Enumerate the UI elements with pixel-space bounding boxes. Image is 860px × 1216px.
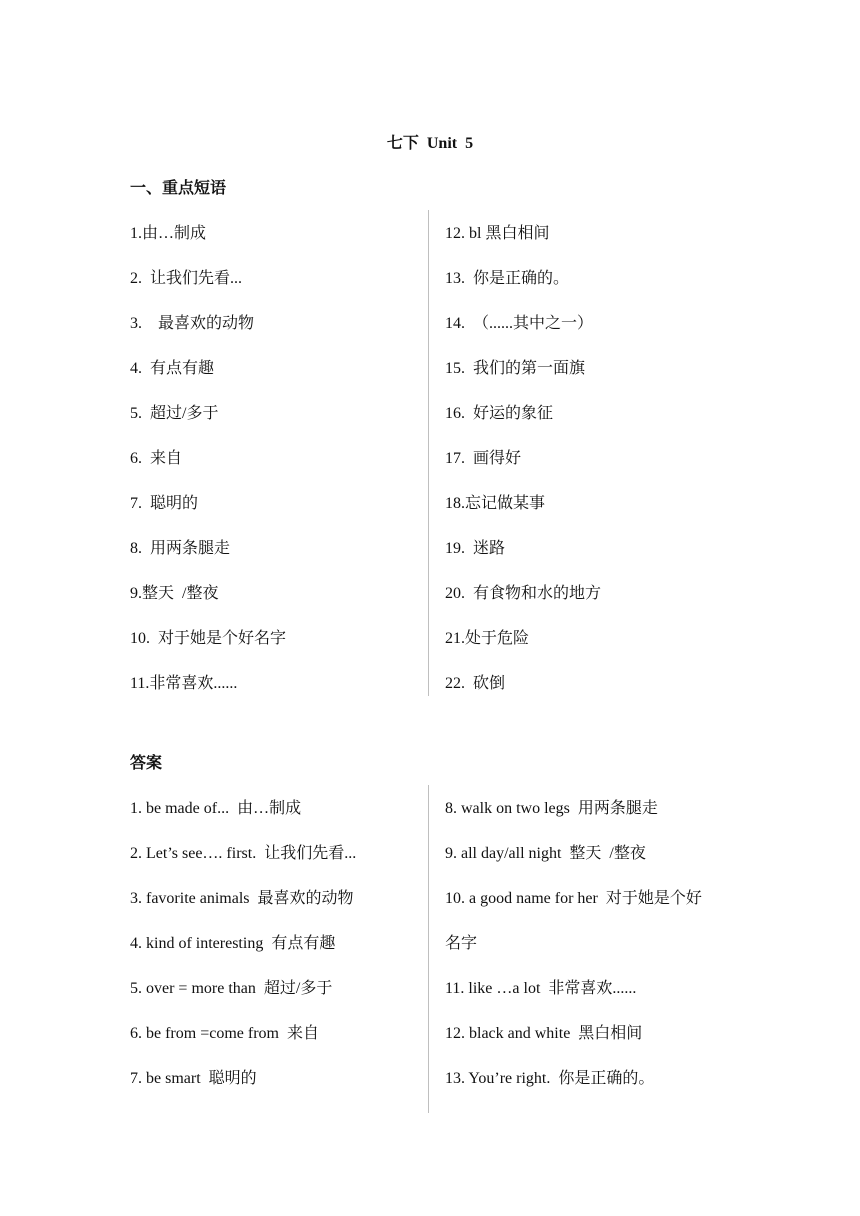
answers-left-column: [130, 785, 420, 1100]
list-item: 9.整天 /整夜: [130, 585, 219, 602]
list-item: 5. over = more than 超过/多于: [130, 980, 333, 997]
list-item: 3. 最喜欢的动物: [130, 315, 255, 332]
list-item: 13. 你是正确的。: [445, 270, 570, 287]
list-item: 名字: [445, 935, 478, 952]
list-item: 18.忘记做某事: [445, 495, 546, 512]
section-heading-answers: 答案: [130, 755, 163, 772]
list-item: 8. walk on two legs 用两条腿走: [445, 800, 658, 817]
answers-right-column: [445, 785, 745, 1100]
list-item: 7. 聪明的: [130, 495, 199, 512]
list-item: 1.由…制成: [130, 225, 207, 242]
list-item: 3. favorite animals 最喜欢的动物: [130, 890, 354, 907]
list-item: 5. 超过/多于: [130, 405, 219, 422]
list-item: 12. bl 黑白相间: [445, 225, 550, 242]
list-item: 21.处于危险: [445, 630, 530, 647]
page-title: 七下 Unit 5: [386, 135, 474, 152]
list-item: 7. be smart 聪明的: [130, 1070, 257, 1087]
list-item: 17. 画得好: [445, 450, 522, 467]
list-item: 16. 好运的象征: [445, 405, 554, 422]
list-item: 11. like …a lot 非常喜欢......: [445, 980, 637, 997]
answers-block: [130, 785, 750, 1115]
list-item: 2. 让我们先看...: [130, 270, 243, 287]
list-item: 4. 有点有趣: [130, 360, 215, 377]
list-item: 13. You’re right. 你是正确的。: [445, 1070, 655, 1087]
list-item: 8. 用两条腿走: [130, 540, 231, 557]
list-item: 11.非常喜欢......: [130, 675, 238, 692]
list-item: 14. （......其中之一）: [445, 315, 594, 332]
list-item: 6. be from =come from 来自: [130, 1025, 319, 1042]
list-item: 9. all day/all night 整天 /整夜: [445, 845, 646, 862]
key-phrases-right-column: [445, 210, 745, 705]
list-item: 4. kind of interesting 有点有趣: [130, 935, 336, 952]
column-divider: [428, 210, 429, 696]
list-item: 6. 来自: [130, 450, 183, 467]
key-phrases-block: [130, 210, 750, 700]
list-item: 12. black and white 黑白相间: [445, 1025, 643, 1042]
list-item: 22. 砍倒: [445, 675, 506, 692]
list-item: 20. 有食物和水的地方: [445, 585, 602, 602]
list-item: 10. 对于她是个好名字: [130, 630, 287, 647]
key-phrases-left-column: [130, 210, 420, 705]
list-item: 2. Let’s see…. first. 让我们先看...: [130, 845, 357, 862]
list-item: 15. 我们的第一面旗: [445, 360, 586, 377]
list-item: 1. be made of... 由…制成: [130, 800, 302, 817]
list-item: 10. a good name for her 对于她是个好: [445, 890, 702, 907]
section-heading-key-phrases: 一、重点短语: [130, 180, 227, 197]
list-item: 19. 迷路: [445, 540, 506, 557]
column-divider: [428, 785, 429, 1113]
